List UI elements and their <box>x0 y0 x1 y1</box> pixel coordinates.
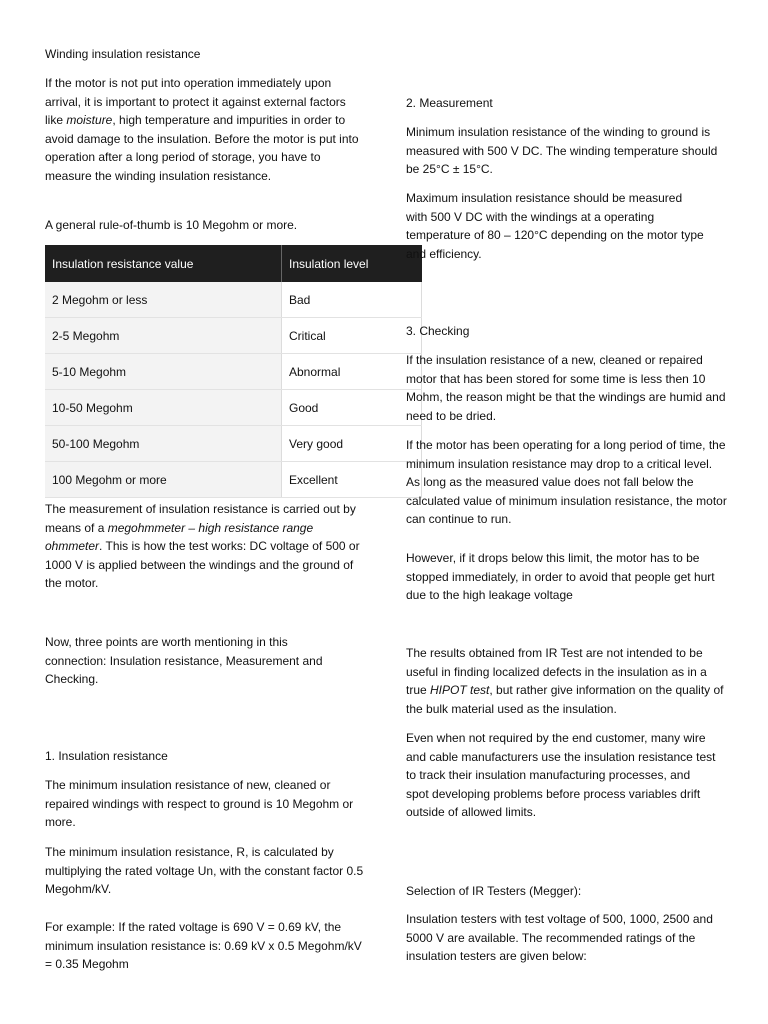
table-cell: Critical <box>282 318 422 354</box>
section3-title: 3. Checking <box>406 324 470 338</box>
table-cell: Bad <box>282 282 422 318</box>
table-cell: 2-5 Megohm <box>45 318 282 354</box>
table-cell: 50-100 Megohm <box>45 426 282 462</box>
section2-paragraph-2: Maximum insulation resistance should be measured with 500 V DC with the windings at a operating temperature of 80 – 120°C depending on the motor type and efficiency. <box>406 191 704 261</box>
table-row <box>45 282 422 318</box>
table-cell: Very good <box>282 426 422 462</box>
table-row <box>45 390 422 426</box>
table-row <box>45 426 422 462</box>
selection-title: Selection of IR Testers (Megger): <box>406 884 582 898</box>
table-cell: Abnormal <box>282 354 422 390</box>
intro-paragraph: If the motor is not put into operation immediately upon arrival, it is important to protect it against external factors like moisture, high temperature and impurities in order to avoid damage to the insulation. Before the motor is put into operation after a long period of storage, you have to measure the winding insulation resistance. <box>45 76 359 183</box>
table-cell: Good <box>282 390 422 426</box>
section3-paragraph-2: If the motor has been operating for a long period of time, the minimum insulation resistance may drop to a critical level. As long as the measured value does not fall below the calculated value of minimum insulation resistance, the motor can continue to run. <box>406 438 727 527</box>
doc-title: Winding insulation resistance <box>45 47 201 61</box>
section1-paragraph-2: The minimum insulation resistance, R, is calculated by multiplying the rated voltage Un, with the constant factor 0.5 Megohm/kV. <box>45 845 364 897</box>
rule-of-thumb: A general rule-of-thumb is 10 Megohm or more. <box>45 218 298 232</box>
table-row <box>45 318 422 354</box>
table-header-value: Insulation resistance value <box>45 245 282 282</box>
results-paragraph: The results obtained from IR Test are not intended to be useful in finding localized defects in the insulation as in a true HIPOT test, but rather give information on the quality of the bulk material used as the insulation. <box>406 646 724 716</box>
table-cell: 2 Megohm or less <box>45 282 282 318</box>
table-cell: Excellent <box>282 462 422 498</box>
section2-title: 2. Measurement <box>406 96 493 110</box>
table-cell: 100 Megohm or more <box>45 462 282 498</box>
section1-paragraph-1: The minimum insulation resistance of new, cleaned or repaired windings with respect to ground is 10 Megohm or more. <box>45 778 354 830</box>
selection-paragraph: Insulation testers with test voltage of 500, 1000, 2500 and 5000 V are available. The recommended ratings of the insulation testers are given below: <box>406 912 713 964</box>
table-header-level: Insulation level <box>282 245 422 282</box>
section1-paragraph-3: For example: If the rated voltage is 690 V = 0.69 kV, the minimum insulation resistance is: 0.69 kV x 0.5 Megohm/kV = 0.35 Megohm <box>45 920 362 972</box>
measurement-paragraph: The measurement of insulation resistance is carried out by means of a megohmmeter – high resistance range ohmmeter. This is how the test works: DC voltage of 500 or 1000 V is applied between the windings and the ground of the motor. <box>45 502 360 591</box>
table-row <box>45 462 422 498</box>
table-header-row <box>45 245 422 282</box>
even-paragraph: Even when not required by the end customer, many wire and cable manufacturers use the insulation resistance test to track their insulation manufacturing processes, and spot developing problems before process variables drift outside of allowed limits. <box>406 731 716 820</box>
section3-paragraph-3: However, if it drops below this limit, the motor has to be stopped immediately, in order to avoid that people get hurt due to the high leakage voltage <box>406 551 715 603</box>
table-cell: 10-50 Megohm <box>45 390 282 426</box>
section2-paragraph-1: Minimum insulation resistance of the winding to ground is measured with 500 V DC. The winding temperature should be 25°C ± 15°C. <box>406 125 718 177</box>
section1-title: 1. Insulation resistance <box>45 749 168 763</box>
three-points-paragraph: Now, three points are worth mentioning in this connection: Insulation resistance, Measurement and Checking. <box>45 635 323 687</box>
table-row <box>45 354 422 390</box>
section3-paragraph-1: If the insulation resistance of a new, cleaned or repaired motor that has been stored for some time is less then 10 Mohm, the reason might be that the windings are humid and need to be dried. <box>406 353 726 423</box>
insulation-table <box>45 245 422 498</box>
table-cell: 5-10 Megohm <box>45 354 282 390</box>
